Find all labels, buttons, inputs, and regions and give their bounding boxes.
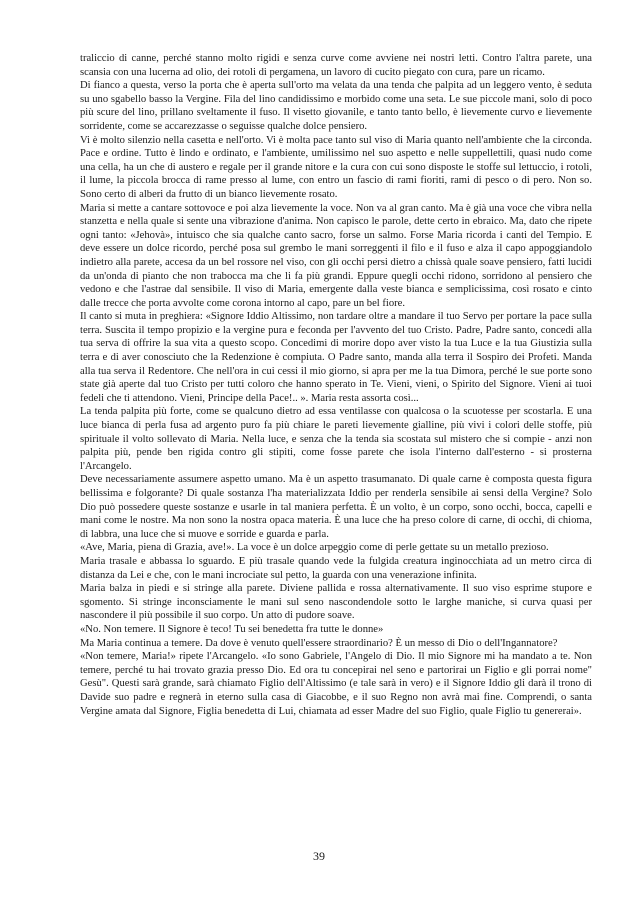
paragraph: Di fianco a questa, verso la porta che è aperta sull'orto ma velata da una tenda che palpita ad un leggero vento, è seduta su uno sgabello basso la Vergine. Fila del lino candidissimo e morbido come una seta. Le sue piccole mani, solo di poco più scure del lino, prillano sveltamente il fuso. Il visetto giovanile, e tanto tanto bello, è lievemente curvo e lievemente sorridente, come se accarezzasse o seguisse qualche dolce pensiero. <box>80 80 592 132</box>
paragraph: Maria balza in piedi e si stringe alla parete. Diviene pallida e rossa alternativamente. Il suo viso esprime stupore e sgomento. Si stringe inconsciamente le mani sul seno nascondendole sotto le larghe maniche, si curva quasi per nascondere il più possibile il suo corpo. Un atto di pudore soave. <box>80 583 592 622</box>
paragraph: traliccio di canne, perché stanno molto rigidi e senza curve come avviene nei nostri letti. Contro l'altra parete, una scansia con una lucerna ad olio, dei rotoli di pergamena, un lavoro di cucito piegato con cura, pare un ricamo. <box>80 53 592 78</box>
paragraph: Maria trasale e abbassa lo sguardo. E più trasale quando vede la fulgida creatura inginocchiata ad un metro circa di distanza da Lei e che, con le mani incrociate sul petto, la guarda con una venerazione infinita. <box>80 555 592 581</box>
page-number: 39 <box>313 849 325 863</box>
body-text <box>80 52 592 718</box>
paragraph: «Non temere, Maria!» ripete l'Arcangelo. «Io sono Gabriele, l'Angelo di Dio. Il mio Signore mi ha mandato a te. Non temere, perché tu hai trovato grazia presso Dio. Ed ora tu concepirai nel seno e partorirai un Figlio e gli porrai nome" Gesù". Questi sarà grande, sarà chiamato Figlio dell'Altissimo (e tale sarà in vero) e il Signore Iddio gli darà il trono di Davide suo padre e regnerà in eterno sulla casa di Giacobbe, e il suo Regno non avrà mai fine. Comprendi, o santa Vergine amata dal Signore, Figlia benedetta di Lui, chiamata ad esser Madre del suo Figlio, quale Figlio tu genererai». <box>80 651 592 717</box>
paragraph: Vi è molto silenzio nella casetta e nell'orto. Vi è molta pace tanto sul viso di Maria quanto nell'ambiente che la circonda. Pace e ordine. Tutto è lindo e ordinato, e l'ambiente, umilissimo nel suo aspetto e nelle suppellettili, quasi nudo come una cella, ha un che di austero e regale per il grande nitore e la cura con cui sono disposte le stoffe sul lettuccio, i rotoli, il lume, la piccola brocca di rame presso al lume, con entro un fascio di rami fioriti, rami di pesco o di pero. Non so. Sono certo di alberi da frutto di un bianco lievemente rosato. <box>80 134 592 200</box>
paragraph: Maria si mette a cantare sottovoce e poi alza lievemente la voce. Non va al gran canto. Ma è già una voce che vibra nella stanzetta e nella quale si sente una vibrazione d'anima. Non capisco le parole, dette certo in ebraico. Ma, dato che ripete ogni tanto: «Jehovà», intuisco che sia qualche canto sacro, forse un salmo. Forse Maria ricorda i canti del Tempio. E deve essere un dolce ricordo, perché posa sul grembo le mani sorreggenti il filo e il fuso e alza il capo appoggiandolo indietro alla parete, accesa da un bel rossore nel viso, con gli occhi persi dietro a chissà quale soave pensiero, fatti lucidi da un'onda di pianto che non trabocca ma che li fa più grandi. Eppure quegli occhi ridono, sorridono al pensiero che vedono e che l'astrae dal sensibile. Il viso di Maria, emergente dalla veste bianca e semplicissima, così rosato e cinto dalle trecce che porta avvolte come corona intorno al capo, pare un bel fiore. <box>80 202 592 309</box>
paragraph: Deve necessariamente assumere aspetto umano. Ma è un aspetto trasumanato. Di quale carne è composta questa figura bellissima e folgorante? Di quale sostanza l'ha materializzata Iddio per renderla sensibile ai sensi della Vergine? Solo Dio può possedere queste sostanze e usarle in tal maniera perfetta. È un volto, è un corpo, sono occhi, bocca, capelli e mani come le nostre. Ma non sono la nostra opaca materia. È una luce che ha preso colore di carne, di occhi, di chioma, di labbra, una luce che si muove e sorride e guarda e parla. <box>80 474 592 540</box>
paragraph: «Ave, Maria, piena di Grazia, ave!». La voce è un dolce arpeggio come di perle gettate su un metallo prezioso. <box>80 542 549 554</box>
paragraph: Il canto si muta in preghiera: «Signore Iddio Altissimo, non tardare oltre a mandare il tuo Servo per portare la pace sulla terra. Suscita il tempo propizio e la vergine pura e feconda per l'avvento del tuo Cristo. Padre, Padre santo, concedi alla tua serva di offrire la sua vita a questo scopo. Concedimi di morire dopo aver visto la tua Luce e la tua Giustizia sulla terra e di aver conosciuto che la Redenzione è compiuta. O Padre santo, manda alla terra il Sospiro dei Profeti. Manda alla tua serva il Redentore. Che nell'ora in cui cessi il mio giorno, si apra per me la tua Dimora, perché le sue porte sono state già aperte dal tuo Cristo per tutti coloro che hanno sperato in Te. Vieni, vieni, o Spirito del Signore. Vieni ai tuoi fedeli che ti attendono. Vieni, Principe della Pace!.. ». Maria resta assorta così... <box>80 311 592 404</box>
paragraph: Ma Maria continua a temere. Da dove è venuto quell'essere straordinario? È un messo di Dio o dell'Ingannatore? <box>80 637 558 649</box>
paragraph: La tenda palpita più forte, come se qualcuno dietro ad essa ventilasse con qualcosa o la scuotesse per scostarla. E una luce bianca di perla fusa ad argento puro fa più chiare le pareti lievemente gialline, più vivi i colori delle stoffe, più spirituale il volto sollevato di Maria. Nella luce, e senza che la tenda sia scostata sul mistero che si compie - anzi non palpita più, pende ben rigida contro gli stipiti, come fosse parete che isola l'interno dall'esterno - si prosterna l'Arcangelo. <box>80 406 592 472</box>
paragraph: «No. Non temere. Il Signore è teco! Tu sei benedetta fra tutte le donne» <box>80 623 384 635</box>
